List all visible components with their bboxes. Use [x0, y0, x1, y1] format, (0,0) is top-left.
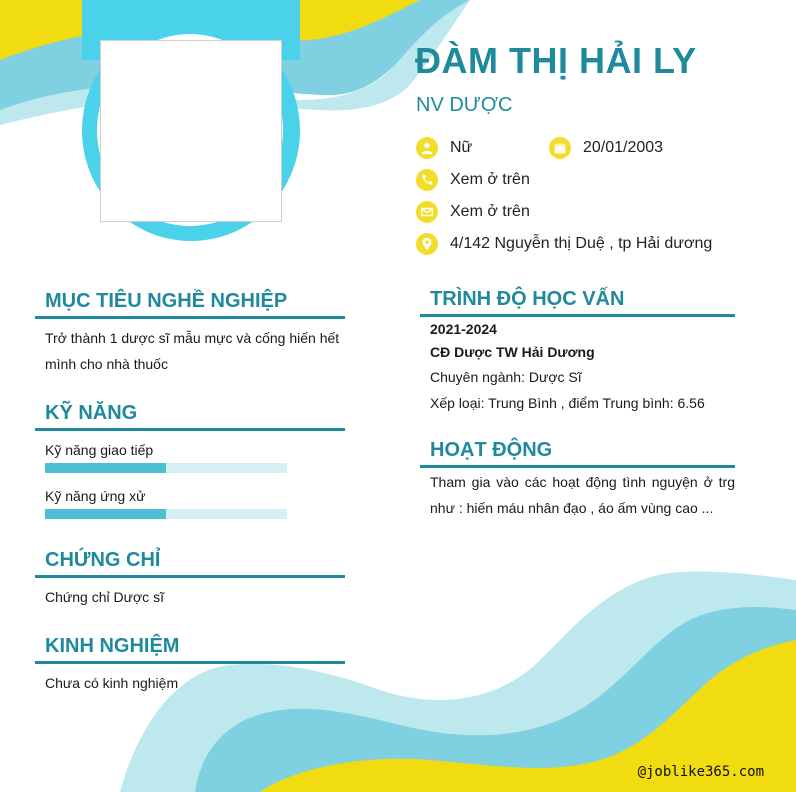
section-title-activities: HOẠT ĐỘNG	[430, 439, 553, 461]
section-title-experience: KINH NGHIỆM	[45, 635, 180, 657]
candidate-name: ĐÀM THỊ HẢI LY	[415, 40, 697, 81]
section-title-education: TRÌNH ĐỘ HỌC VẤN	[430, 288, 625, 310]
avatar-photo[interactable]	[100, 40, 282, 222]
info-phone	[416, 169, 530, 191]
info-address	[416, 233, 712, 255]
skill-bar-fill-1	[45, 463, 166, 473]
section-divider-skills	[35, 428, 345, 431]
mail-icon	[416, 201, 438, 223]
certificates-text: Chứng chỉ Dược sĩ	[45, 589, 164, 605]
watermark: @joblike365.com	[637, 764, 764, 780]
birthday-value: 20/01/2003	[583, 139, 664, 156]
info-gender	[416, 137, 472, 159]
skill-label-1: Kỹ năng giao tiếp	[45, 442, 154, 458]
objective-line-1: Trở thành 1 dược sĩ mẫu mực và cống hiến hết	[45, 330, 340, 346]
info-email	[416, 201, 530, 223]
skill-label-2: Kỹ năng ứng xử	[45, 488, 146, 504]
section-divider-activities	[420, 465, 735, 468]
location-icon	[416, 233, 438, 255]
candidate-position: NV DƯỢC	[416, 94, 513, 116]
skill-bar-fill-2	[45, 509, 166, 519]
gender-value: Nữ	[450, 139, 473, 156]
activities-line-2: như : hiến máu nhân đạo , áo ấm vùng cao ...	[430, 500, 714, 516]
activities-line-1: Tham gia vào các hoạt động tình nguyện ở trg	[430, 474, 735, 490]
skill-bar-2	[45, 509, 287, 519]
section-title-certificates: CHỨNG CHỈ	[45, 549, 161, 571]
phone-value[interactable]: Xem ở trên	[450, 171, 530, 188]
objective-line-2: mình cho nhà thuốc	[45, 356, 168, 372]
section-divider-experience	[35, 661, 345, 664]
section-title-objective: MỤC TIÊU NGHỀ NGHIỆP	[45, 290, 288, 312]
user-icon	[416, 137, 438, 159]
info-birthday	[549, 137, 663, 159]
education-grade: Xếp loại: Trung Bình , điểm Trung bình: 6.56	[430, 395, 705, 411]
section-divider-certificates	[35, 575, 345, 578]
email-value[interactable]: Xem ở trên	[450, 203, 530, 220]
address-value: 4/142 Nguyễn thị Duệ , tp Hải dương	[450, 235, 713, 252]
section-divider-objective	[35, 316, 345, 319]
education-major: Chuyên ngành: Dược Sĩ	[430, 369, 582, 385]
calendar-icon	[549, 137, 571, 159]
experience-text: Chưa có kinh nghiệm	[45, 675, 179, 691]
phone-icon	[416, 169, 438, 191]
education-school: CĐ Dược TW Hải Dương	[430, 344, 595, 360]
section-title-skills: KỸ NĂNG	[45, 402, 138, 424]
skill-bar-1	[45, 463, 287, 473]
education-years: 2021-2024	[430, 321, 497, 337]
